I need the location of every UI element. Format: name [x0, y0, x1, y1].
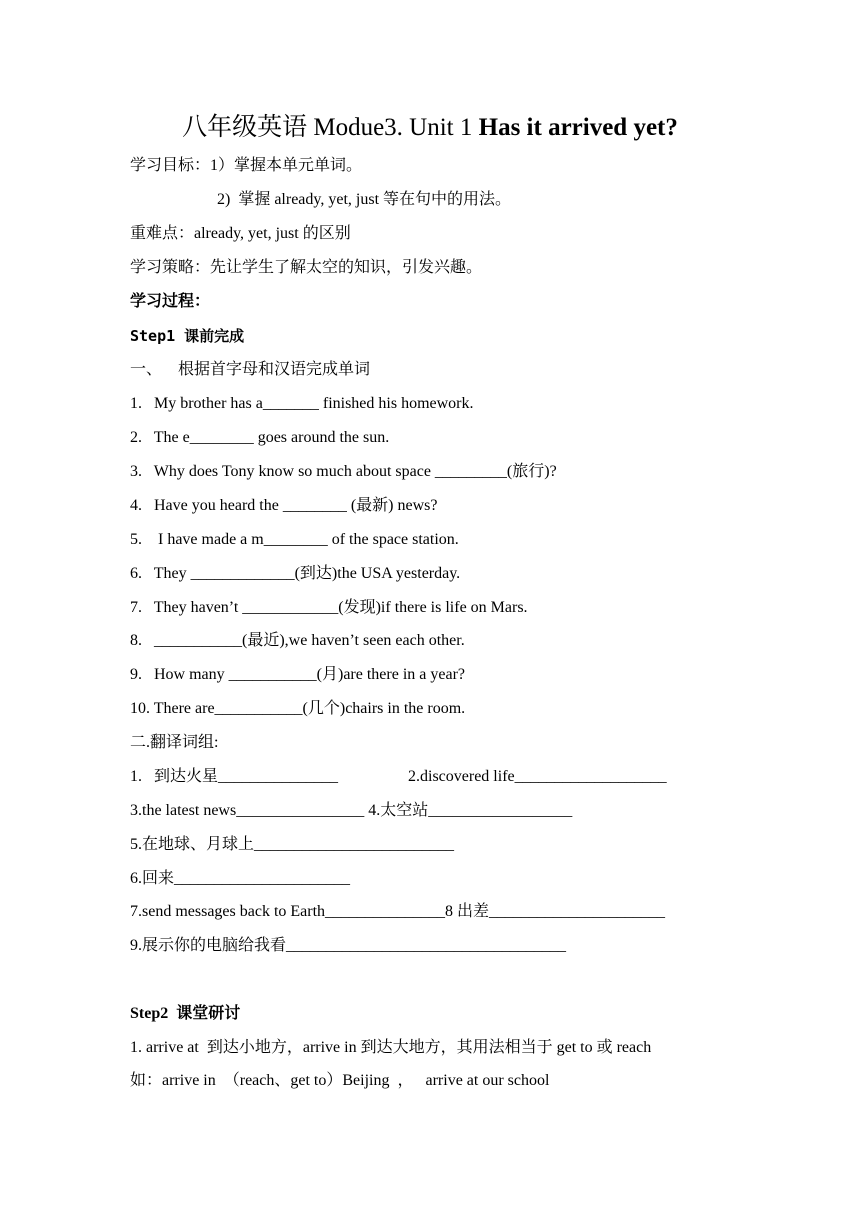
phrase-1: 1. 到达火星_______________: [130, 768, 339, 785]
exercise-item-3: 3. Why does Tony know so much about space _________(旅行)?: [130, 463, 557, 480]
phrase-9: 9.展示你的电脑给我看___________________________________: [130, 937, 567, 954]
step2-heading: Step2 课堂研讨: [130, 1005, 241, 1022]
process-heading: 学习过程：: [130, 293, 211, 310]
phrase-3-4: 3.the latest news________________ 4.太空站__________________: [130, 802, 573, 819]
objective-line-2: 2) 掌握 already, yet, just 等在句中的用法。: [217, 191, 512, 208]
section1-title: 一、 根据首字母和汉语完成单词: [130, 361, 371, 378]
exercise-item-9: 9. How many ___________(月)are there in a year?: [130, 666, 466, 683]
exercise-item-1: 1. My brother has a_______ finished his homework.: [130, 395, 474, 412]
title-prefix: 八年级英语 Modue3. Unit 1: [182, 114, 479, 141]
exercise-item-4: 4. Have you heard the ________ (最新) news?: [130, 497, 438, 514]
exercise-item-6: 6. They _____________(到达)the USA yesterday.: [130, 565, 461, 582]
step2-line-2: 如：arrive in （reach、get to）Beijing ， arrive at our school: [130, 1072, 550, 1089]
key-points: 重难点：already, yet, just 的区别: [130, 225, 351, 242]
phrase-6: 6.回来______________________: [130, 870, 351, 887]
learning-strategy: 学习策略：先让学生了解太空的知识，引发兴趣。: [130, 259, 483, 276]
exercise-item-5: 5. I have made a m________ of the space station.: [130, 531, 459, 548]
exercise-item-8: 8. ___________(最近),we haven’t seen each other.: [130, 632, 465, 649]
phrase-7-8: 7.send messages back to Earth_______________8 出差______________________: [130, 903, 666, 920]
step2-line-1: 1. arrive at 到达小地方，arrive in 到达大地方，其用法相当于 get to 或 reach: [130, 1039, 652, 1056]
exercise-item-2: 2. The e________ goes around the sun.: [130, 429, 390, 446]
objective-line-1: 学习目标：1）掌握本单元单词。: [130, 157, 363, 174]
phrase-5: 5.在地球、月球上_________________________: [130, 836, 455, 853]
page-title: [0, 112, 860, 144]
exercise-item-10: 10. There are___________(几个)chairs in the room.: [130, 700, 466, 717]
step1-heading: Step1 课前完成: [130, 327, 245, 345]
exercise-item-7: 7. They haven’t ____________(发现)if there is life on Mars.: [130, 599, 528, 616]
phrase-2: 2.discovered life___________________: [408, 768, 667, 785]
title-bold: Has it arrived yet?: [478, 114, 678, 141]
section2-title: 二.翻译词组:: [130, 734, 219, 751]
